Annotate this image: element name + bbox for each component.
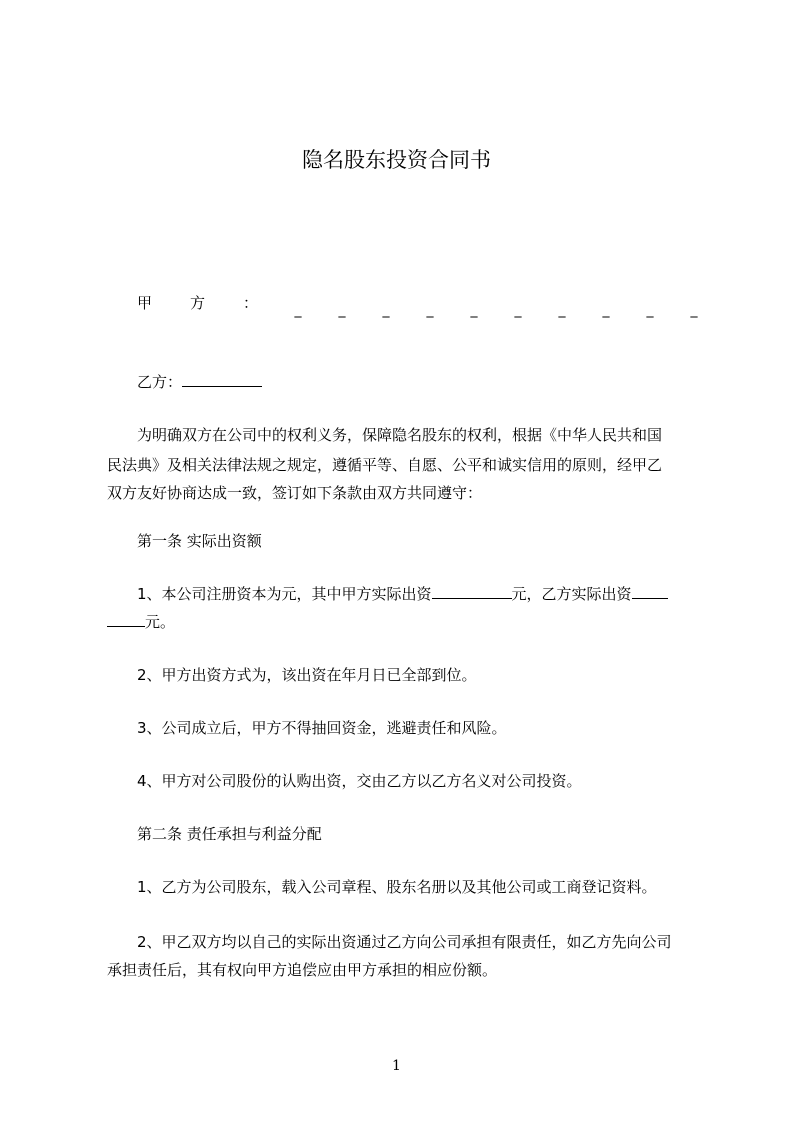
page-title: 隐名股东投资合同书	[302, 148, 491, 172]
a1-item-4: 4、甲方对公司股份的认购出资，交由乙方以乙方名义对公司投资。	[137, 772, 582, 790]
party-a-blank-mark: _	[646, 302, 654, 318]
intro-line-2: 民法典》及相关法律法规之规定，遵循平等、自愿、公平和诚实信用的原则，经甲乙	[107, 456, 663, 474]
a1-item-2: 2、甲方出资方式为，该出资在年月日已全部到位。	[137, 666, 477, 684]
a1-item-1-line-1	[137, 584, 668, 604]
party-a-blank-mark: _	[558, 302, 566, 318]
a1-item-1-line-2	[107, 612, 175, 632]
article-2-heading: 第二条 责任承担与利益分配	[137, 825, 322, 843]
party-a-blank-mark: _	[514, 302, 522, 318]
a1-item-1-text-a: 1、本公司注册资本为元，其中甲方实际出资	[137, 585, 432, 603]
party-a-blank-mark: _	[382, 302, 390, 318]
a1-item-1-text-b: 元，乙方实际出资	[511, 585, 632, 603]
a2-item-2-line-2: 承担责任后，其有权向甲方追偿应由甲方承担的相应份额。	[107, 961, 498, 979]
party-b-line	[137, 372, 262, 392]
party-a-blank-mark: _	[470, 302, 478, 318]
article-1-heading: 第一条 实际出资额	[137, 532, 262, 550]
party-a-label: 甲	[137, 294, 153, 312]
party-b-amount-blank-cont	[107, 612, 145, 627]
party-a-blank-mark: _	[690, 302, 698, 318]
party-a-blank-mark: _	[602, 302, 610, 318]
party-a-label-2: 方	[190, 294, 206, 312]
party-a-colon: ：	[243, 294, 259, 312]
page-number: 1	[392, 1058, 401, 1074]
intro-line-1: 为明确双方在公司中的权利义务，保障隐名股东的权利，根据《中华人民共和国	[137, 426, 663, 444]
a2-item-1: 1、乙方为公司股东，载入公司章程、股东名册以及其他公司或工商登记资料。	[137, 878, 657, 896]
party-a-blank-mark: _	[338, 302, 346, 318]
party-b-label: 乙方：	[137, 373, 183, 391]
party-a-amount-blank	[432, 584, 512, 599]
a1-item-3: 3、公司成立后，甲方不得抽回资金，逃避责任和风险。	[137, 719, 507, 737]
a2-item-2-line-1: 2、甲乙双方均以自己的实际出资通过乙方向公司承担有限责任，如乙方先向公司	[137, 933, 672, 951]
party-a-blank-mark: _	[426, 302, 434, 318]
party-b-amount-blank	[632, 584, 668, 599]
party-a-blank-mark: _	[294, 302, 302, 318]
a1-item-1-text-c: 元。	[145, 613, 176, 631]
party-b-blank	[182, 372, 262, 387]
intro-line-3: 双方友好协商达成一致，签订如下条款由双方共同遵守：	[107, 484, 483, 502]
